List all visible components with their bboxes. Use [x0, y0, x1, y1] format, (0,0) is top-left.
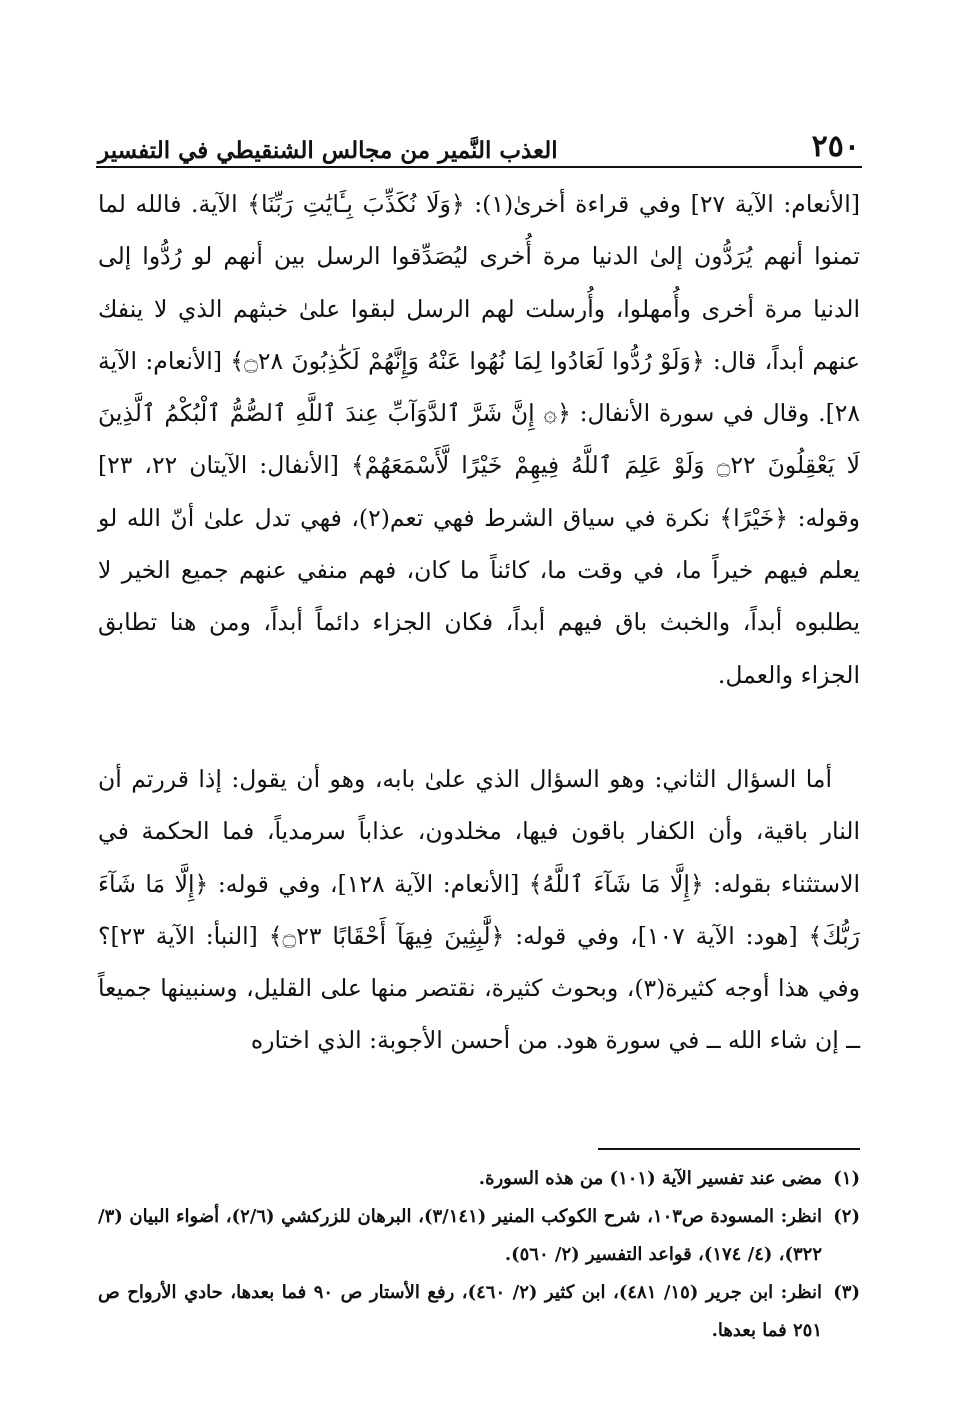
footnote: [98, 1274, 860, 1350]
footnote-number: (١): [833, 1168, 860, 1189]
footnotes: [98, 1160, 860, 1350]
footnote: [98, 1160, 860, 1198]
running-title: العذب النَّمير من مجالس الشنقيطي في التفسير: [98, 137, 558, 164]
footnote-number: (٢): [833, 1206, 860, 1227]
main-text: [98, 178, 860, 1067]
footnote-number: (٣): [833, 1282, 860, 1303]
footnote-divider: [598, 1148, 860, 1150]
header-divider: [96, 166, 862, 168]
footnote-text: مضى عند تفسير الآية (١٠١) من هذه السورة.: [478, 1168, 822, 1189]
footnote-text: انظر: ابن جرير (١٥/ ٤٨١)، ابن كثير (٢/ ٤٦٠)، رفع الأستار ص ٩٠ فما بعدها، حادي الأرواح ص ٢٥١ فما بعدها.: [98, 1282, 822, 1341]
page-header: [98, 118, 860, 162]
page-number: ٢٥٠: [811, 129, 860, 164]
paragraph-1: [الأنعام: الآية ٢٧] وفي قراءة أخرىٰ(١): ﴿وَلَا نُكَذِّبَ بِـَٔايَٰتِ رَبِّنَا﴾ الآية. فالله لما تمنوا أنهم يُرَدُّون إلىٰ الدنيا مرة أُخرى ليُصَدِّقوا الرسل بين أنهم لو رُدُّوا إلى الدنيا مرة أخرى وأُمهلوا، وأُرسلت لهم الرسل لبقوا علىٰ خبثهم الذي لا ينفك عنهم أبداً، قال: ﴿وَلَوْ رُدُّوا لَعَادُوا لِمَا نُهُوا عَنْهُ وَإِنَّهُمْ لَكَٰذِبُونَ ۝٢٨﴾ [الأنعام: الآية ٢٨]. وقال في سورة الأنفال: ﴿۞ إِنَّ شَرَّ ٱلدَّوَآبِّ عِندَ ٱللَّهِ ٱلصُّمُّ ٱلْبُكْمُ ٱلَّذِينَ لَا يَعْقِلُونَ ۝٢٢ وَلَوْ عَلِمَ ٱللَّهُ فِيهِمْ خَيْرًا لَّأَسْمَعَهُمْ﴾ [الأنفال: الآيتان ٢٢، ٢٣] وقوله: ﴿خَيْرًا﴾ نكرة في سياق الشرط فهي تعم(٢)، فهي تدل علىٰ أنّ الله لو يعلم فيهم خيراً ما، في وقت ما، كائناً ما كان، فهم منفي عنهم جميع الخير لا يطلبوه أبداً، والخبث باق فيهم أبداً، فكان الجزاء دائماً أبداً، ومن هنا تطابق الجزاء والعمل.: [98, 190, 860, 689]
paragraph-2: أما السؤال الثاني: وهو السؤال الذي علىٰ بابه، وهو أن يقول: إذا قررتم أن النار باقية، وأن الكفار باقون فيها، مخلدون، عذاباً سرمدياً، فما الحكمة في الاستثناء بقوله: ﴿إِلَّا مَا شَآءَ ٱللَّهُ﴾ [الأنعام: الآية ١٢٨]، وفي قوله: ﴿إِلَّا مَا شَآءَ رَبُّكَ﴾ [هود: الآية ١٠٧]، وفي قوله: ﴿لَّٰبِثِينَ فِيهَآ أَحْقَابًا ۝٢٣﴾ [النبأ: الآية ٢٣]؟ وفي هذا أوجه كثيرة(٣)، وبحوث كثيرة، نقتصر منها على القليل، وسنبينها جميعاً ــ إن شاء الله ــ في سورة هود. من أحسن الأجوبة: الذي اختاره: [98, 764, 861, 1055]
footnote-text: انظر: المسودة ص١٠٣، شرح الكوكب المنير (٣/١٤١)، البرهان للزركشي (٢/٦)، أضواء البيان (٣/ ٣٢٢)، (٤/ ١٧٤)، قواعد التفسير (٢/ ٥٦٠).: [98, 1206, 822, 1265]
footnote: [98, 1198, 860, 1274]
